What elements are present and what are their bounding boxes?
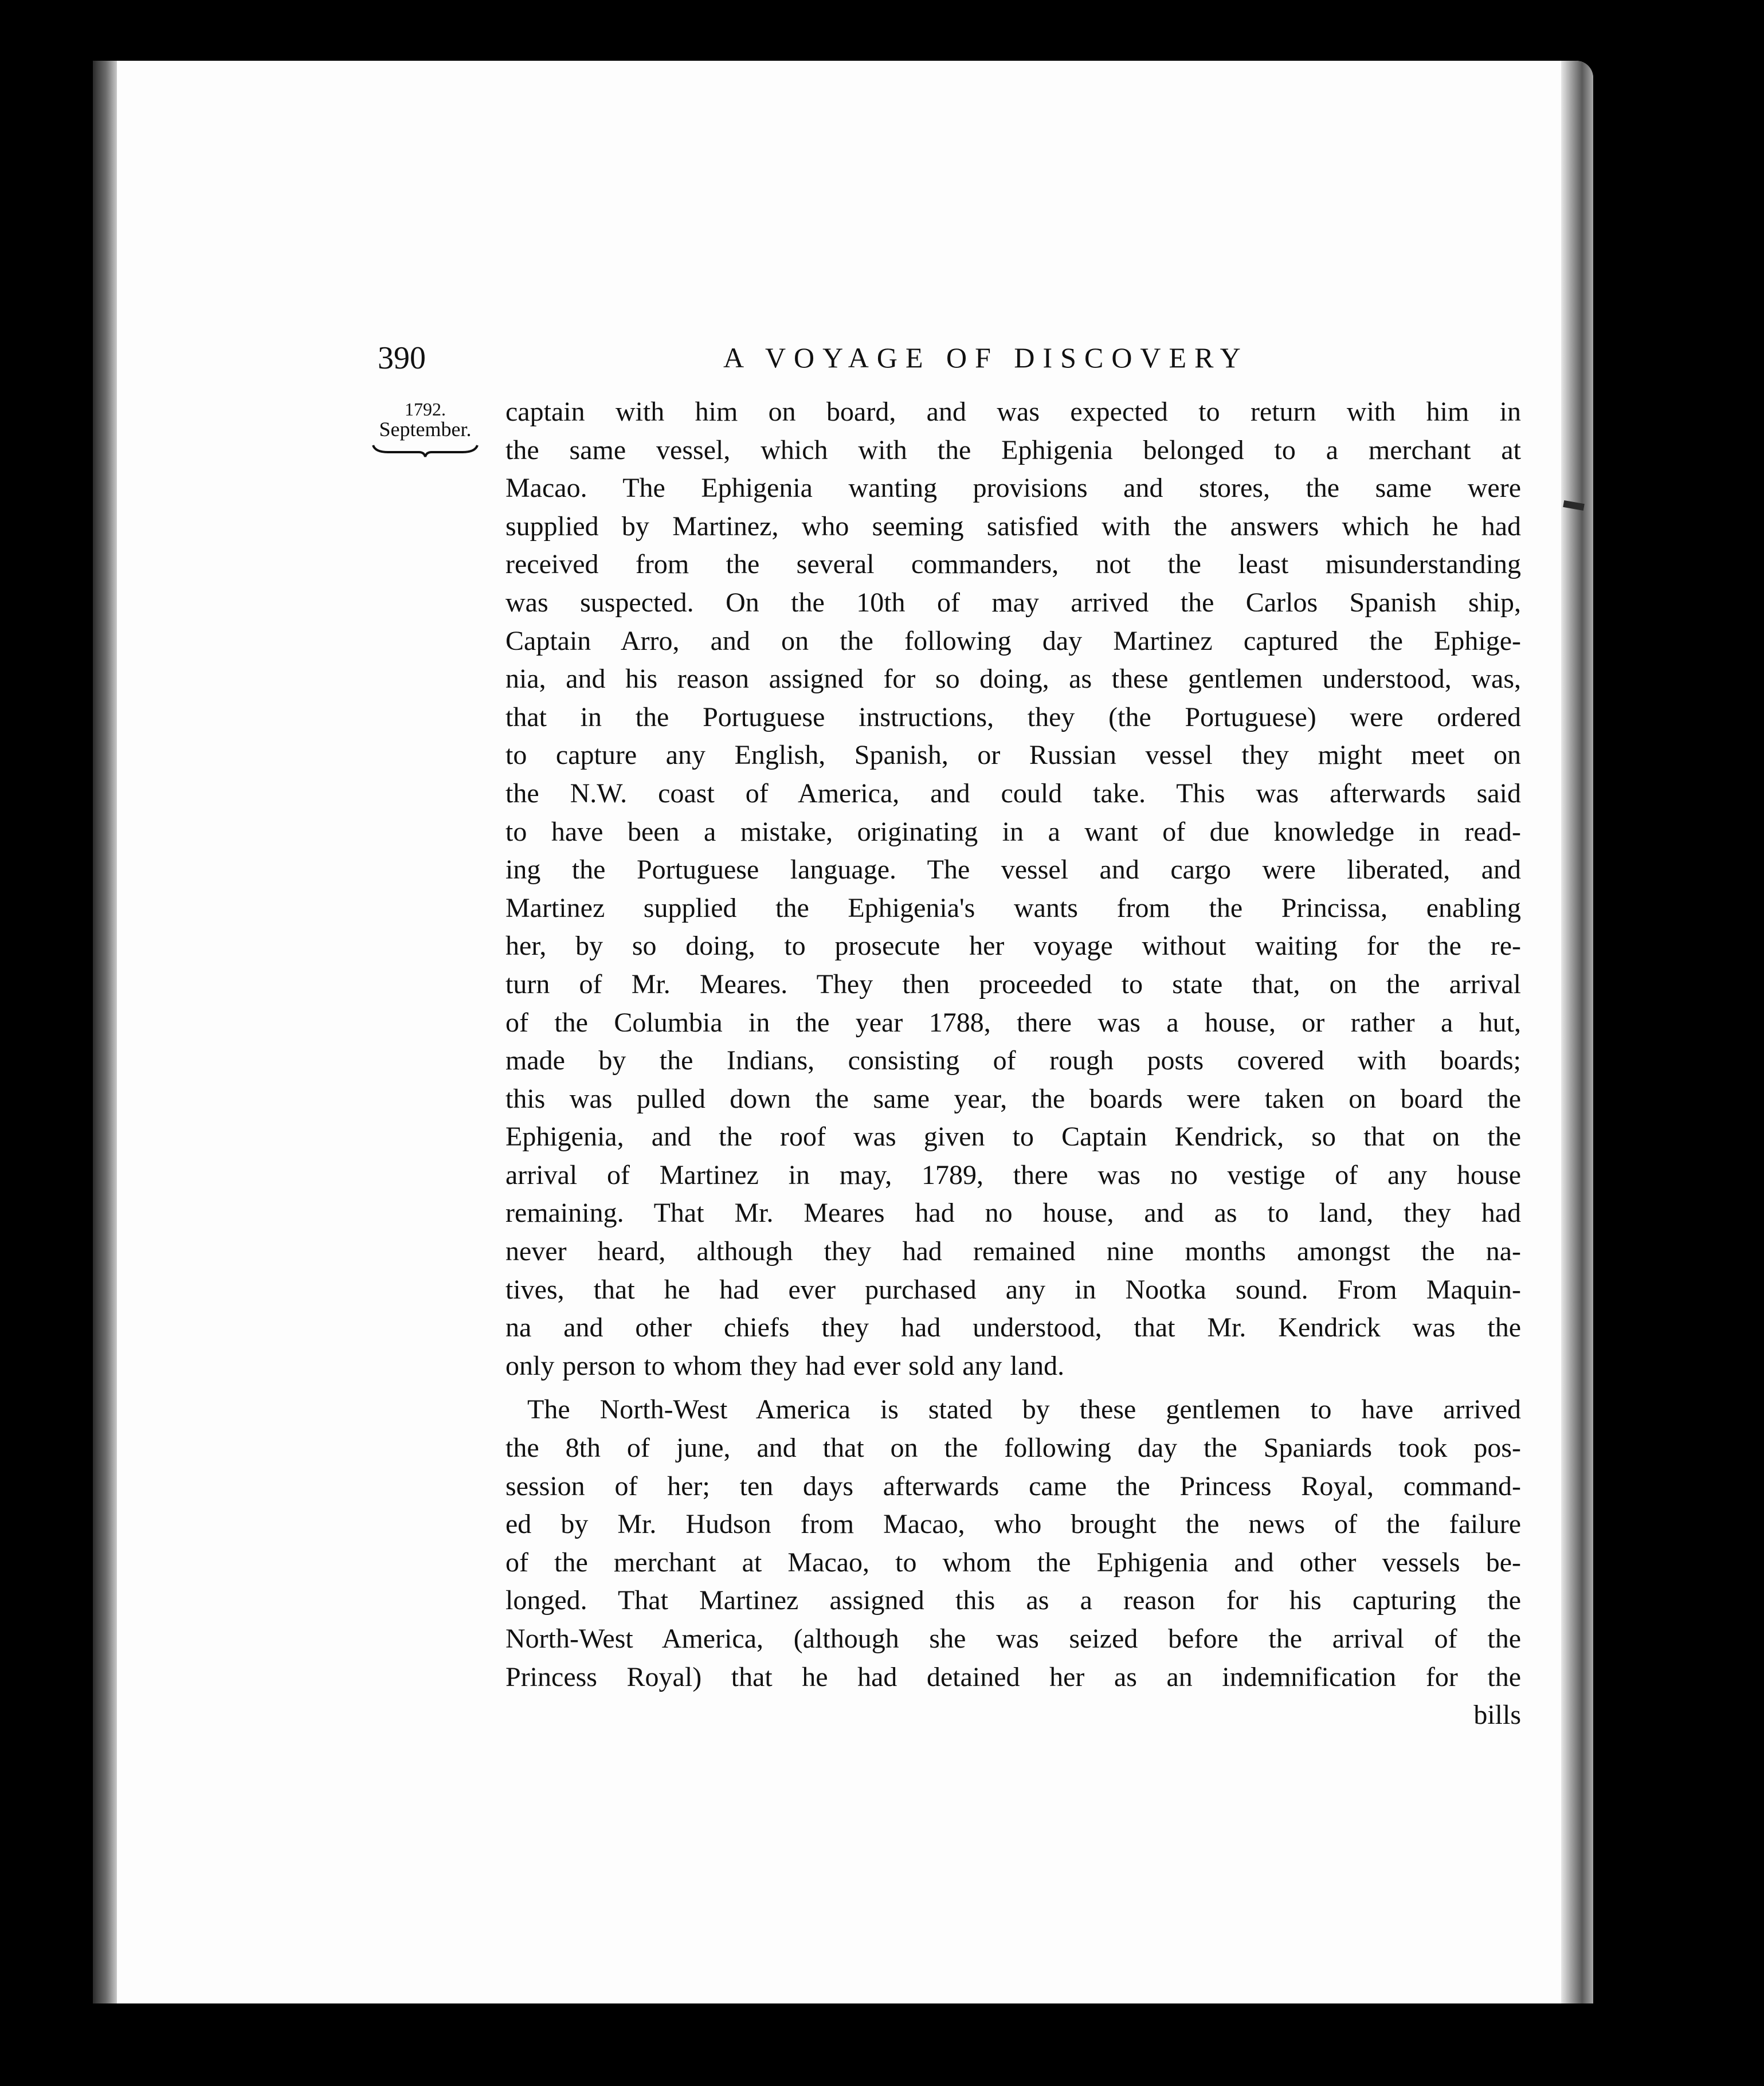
paragraph-2 xyxy=(505,1391,1521,1696)
text-line: that in the Portuguese instructions, they (the Portuguese) were ordered xyxy=(505,701,1521,732)
text-line: session of her; ten days afterwards came the Princess Royal, command- xyxy=(505,1471,1521,1501)
page-number: 390 xyxy=(378,340,426,376)
text-line: Ephigenia, and the roof was given to Captain Kendrick, so that on the xyxy=(505,1122,1521,1152)
text-line: her, by so doing, to prosecute her voyage without waiting for the re- xyxy=(505,931,1521,962)
text-line: remaining. That Mr. Meares had no house, and as to land, they had xyxy=(505,1198,1521,1229)
text-line: Martinez supplied the Ephigenia's wants from the Princissa, enabling xyxy=(505,892,1521,923)
text-line: to have been a mistake, originating in a want of due knowledge in read- xyxy=(505,816,1521,847)
text-line: received from the several commanders, not the least misunderstanding xyxy=(505,549,1521,580)
text-line: North-West America, (although she was seized before the arrival of the xyxy=(505,1624,1521,1654)
text-line: to capture any English, Spanish, or Russian vessel they might meet on xyxy=(505,740,1521,771)
text-line: only person to whom they had ever sold any land. xyxy=(505,1350,1065,1381)
text-line: captain with him on board, and was expected to return with him in xyxy=(505,397,1521,427)
margin-date-note xyxy=(368,400,483,458)
gutter-mark xyxy=(1563,500,1585,511)
text-line: supplied by Martinez, who seeming satisfied with the answers which he had xyxy=(505,511,1521,542)
text-line: arrival of Martinez in may, 1789, there was no vestige of any house xyxy=(505,1159,1521,1190)
text-line: na and other chiefs they had understood, that Mr. Kendrick was the xyxy=(505,1312,1521,1343)
paragraph-1 xyxy=(505,393,1521,1385)
brace-ornament xyxy=(371,443,480,458)
text-line: the 8th of june, and that on the following day the Spaniards took pos- xyxy=(505,1433,1521,1464)
text-line: The North-West America is stated by these gentlemen to have arrived xyxy=(527,1394,1521,1425)
text-line: Macao. The Ephigenia wanting provisions and stores, the same were xyxy=(505,473,1521,504)
catchword: bills xyxy=(1473,1700,1521,1731)
text-line: ing the Portuguese language. The vessel and cargo were liberated, and xyxy=(505,854,1521,885)
margin-month: September. xyxy=(379,417,472,441)
text-line: tives, that he had ever purchased any in Nootka sound. From Maquin- xyxy=(505,1274,1521,1305)
text-line: of the merchant at Macao, to whom the Ephigenia and other vessels be- xyxy=(505,1547,1521,1578)
text-line: the N.W. coast of America, and could take. This was afterwards said xyxy=(505,778,1521,809)
text-line: longed. That Martinez assigned this as a reason for his capturing the xyxy=(505,1585,1521,1616)
text-line: of the Columbia in the year 1788, there was a house, or rather a hut, xyxy=(505,1007,1521,1038)
running-title: A VOYAGE OF DISCOVERY xyxy=(723,342,1249,374)
text-line: ed by Mr. Hudson from Macao, who brought the news of the failure xyxy=(505,1509,1521,1540)
text-line: this was pulled down the same year, the boards were taken on board the xyxy=(505,1083,1521,1114)
text-line: nia, and his reason assigned for so doing, as these gentlemen understood, was, xyxy=(505,664,1521,695)
text-line: never heard, although they had remained nine months amongst the na- xyxy=(505,1236,1521,1267)
text-line: turn of Mr. Meares. They then proceeded to state that, on the arrival xyxy=(505,968,1521,999)
running-head xyxy=(93,340,1593,380)
paragraph-gap xyxy=(505,1385,1521,1391)
body-text xyxy=(505,393,1521,1735)
text-line: made by the Indians, consisting of rough posts covered with boards; xyxy=(505,1045,1521,1076)
margin-year: 1792. xyxy=(405,399,446,419)
text-line: was suspected. On the 10th of may arrived the Carlos Spanish ship, xyxy=(505,587,1521,618)
text-line: Princess Royal) that he had detained her as an indemnification for the xyxy=(505,1661,1521,1692)
text-line: the same vessel, which with the Ephigenia belonged to a merchant at xyxy=(505,434,1521,465)
book-page xyxy=(93,61,1593,2003)
text-line: Captain Arro, and on the following day Martinez captured the Ephige- xyxy=(505,625,1521,656)
